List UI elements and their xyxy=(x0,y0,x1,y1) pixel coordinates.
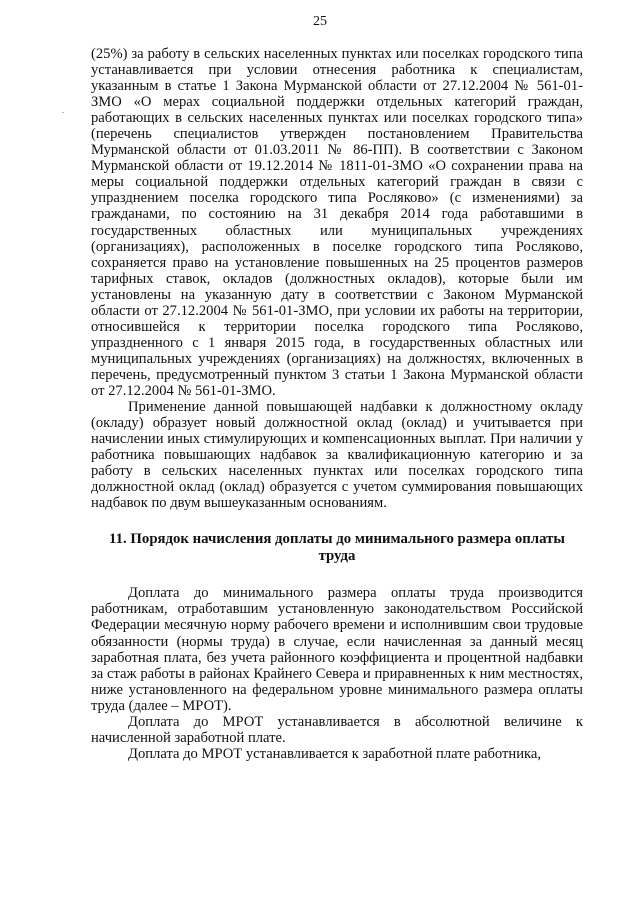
paragraph-mrot-definition: Доплата до минимального размера оплаты труда производится работникам, отработавшим установленную законодательством Российской Федерации месячную норму рабочего времени и исполнившим свои трудовые обязанности (нормы труда) в случае, если начисленная за данный месяц заработная плата, без учета районного коэффициента и процентной надбавки за стаж работы в районах Крайнего Севера и приравненных к ним местностях, ниже установленного на федеральном уровне минимального размера оплаты труда (далее – МРОТ). xyxy=(91,585,583,714)
document-body xyxy=(91,46,583,762)
paragraph-mrot-worker: Доплата до МРОТ устанавливается к заработной плате работника, xyxy=(128,745,542,762)
paragraph-mrot-absolute: Доплата до МРОТ устанавливается в абсолютной величине к начисленной заработной плате. xyxy=(91,713,583,746)
page-number: 25 xyxy=(313,14,327,29)
paragraph-continuation: (25%) за работу в сельских населенных пунктах или поселках городского типа устанавливается при условии отнесения работника к специалистам, указанным в статье 1 Закона Мурманской области от 27.12.2004 № 561-01-ЗМО «О мерах социальной поддержки отдельных категорий граждан, работающих в сельских населенных пунктах или поселках городского типа» (перечень специалистов утвержден постановлением Правительства Мурманской области от 01.03.2011 № 86-ПП). В соответствии с Законом Мурманской области от 19.12.2014 № 1811-01-ЗМО «О сохранении права на меры социальной поддержки отдельных категорий граждан в связи с упразднением поселка городского типа Росляково» (с изменениями) за гражданами, по состоянию на 31 декабря 2014 года работавшими в государственных областных или муниципальных учреждениях (организациях), расположенных в поселке городского типа Росляково, сохраняется право на установление повышенных на 25 процентов размеров тарифных ставок, окладов (должностных окладов), которые были им установлены на указанную дату в соответствии с Законом Мурманской области от 27.12.2004 № 561-01-ЗМО, при условии их работы на территории, относившейся к территории поселка городского типа Росляково, упраздненного с 1 января 2015 года, в государственных областных или муниципальных учреждениях (организациях) на должностях, включенных в перечень, предусмотренный пунктом 3 статьи 1 Закона Мурманской области от 27.12.2004 № 561-01-ЗМО. xyxy=(91,46,583,399)
margin-mark xyxy=(62,112,64,113)
section-heading: 11. Порядок начисления доплаты до минимального размера оплаты труда xyxy=(109,531,565,565)
paragraph-surcharge-application: Применение данной повышающей надбавки к должностному окладу (окладу) образует новый должностной оклад (оклад) и учитывается при начислении иных стимулирующих и компенсационных выплат. При наличии у работника повышающих надбавок за квалификационную категорию и за работу в сельских населенных пунктах или поселках городского типа должностной оклад (оклад) образуется с учетом суммирования повышающих надбавок по двум вышеуказанным основаниям. xyxy=(91,399,583,512)
